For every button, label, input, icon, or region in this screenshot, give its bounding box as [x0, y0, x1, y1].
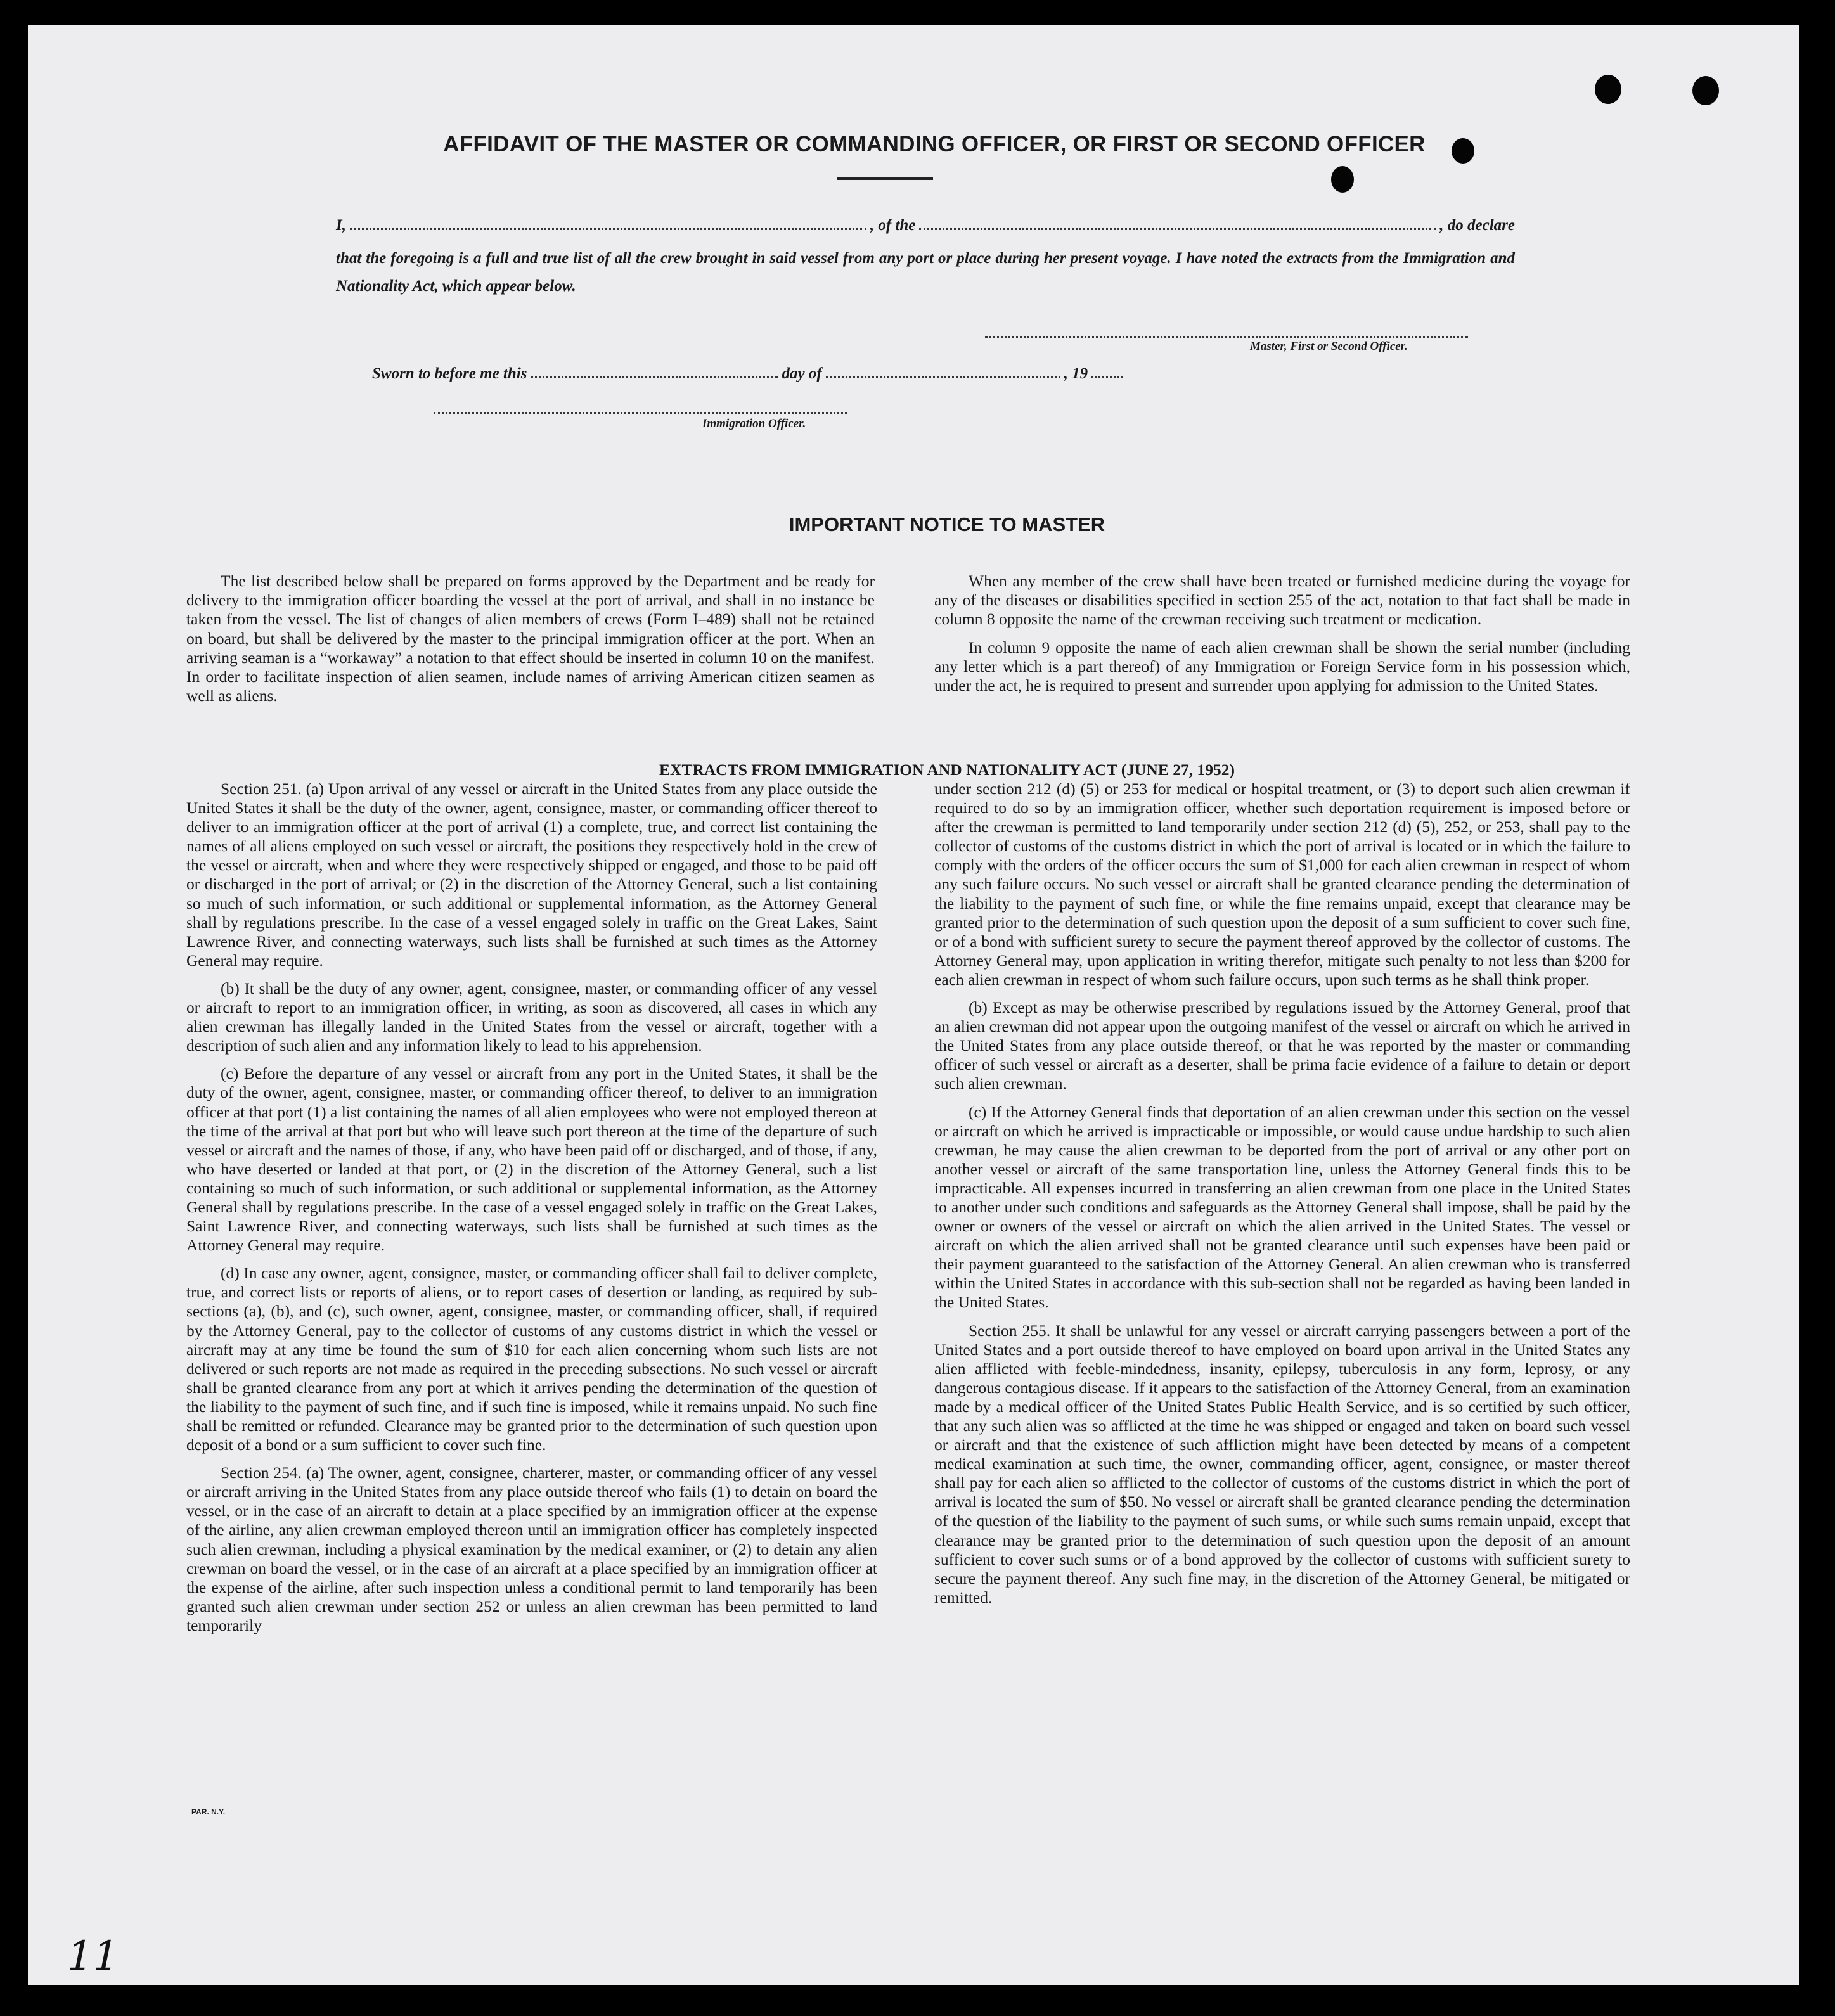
section-254-a-continued: under section 212 (d) (5) or 253 for medical or hospital treatment, or (3) to deport such alien crewman if required to do so by an immigration officer, whether such deportation requirement is imposed before or after the crewman is permitted to land temporarily under section 212 (d) (5), 252, or 253, shall pay to the collector of customs of the customs district in which the port of arrival is located or in which the failure to comply with the orders of the officer occurs the sum of $1,000 for each alien crewman in respect of whom any such failure occurs. No such vessel or aircraft shall be granted clearance pending the determination of the liability to the payment of such fine, or while the fine remains unpaid, except that clearance may be granted prior to the determination of such question upon the deposit of a sum sufficient to cover such fine, or of a bond with sufficient surety to secure the payment thereof approved by the collector of customs. The Attorney General may, upon application in writing therefor, mitigate such penalty to not less than $200 for each alien crewman in respect of whom such failure occurs, upon such terms as he shall think proper. — [934, 780, 1630, 989]
extracts-left-column — [186, 780, 877, 1644]
master-signature-label: Master, First or Second Officer. — [1250, 340, 1408, 353]
officer-signature-line[interactable] — [434, 412, 847, 414]
section-254-b: (b) Except as may be otherwise prescribed by regulations issued by the Attorney General, proof that an alien crewman did not appear upon the outgoing manifest of the vessel or aircraft on which he arrived in the United States from any place outside thereof, or that he was reported by the master or commanding officer of such vessel or aircraft as a deserter, shall be prima facie evidence of a failure to detain or deport such alien crewman. — [934, 998, 1630, 1093]
officer-signature-label: Immigration Officer. — [702, 417, 806, 430]
sworn-label: Sworn to before me this — [372, 365, 527, 382]
sworn-year-field[interactable] — [1091, 363, 1123, 378]
section-251-b: (b) It shall be the duty of any owner, agent, consignee, master, or commanding officer of any vessel or aircraft to report to an immigration officer, in writing, as soon as discovered, all cases in which any alien crewman has illegally landed in the United States from the vessel or aircraft, together with a description of such alien and any information likely to lead to his apprehension. — [186, 979, 877, 1055]
punch-hole — [1595, 75, 1621, 104]
section-254-c: (c) If the Attorney General finds that deportation of an alien crewman under this section on the vessel or aircraft on which he arrived is impracticable or impossible, or would cause undue hardship to such alien crewman, he may cause the alien crewman to be deported from the port of arrival or any other port on another vessel or aircraft of the same transportation line, unless the Attorney General finds this to be impracticable. All expenses incurred in transferring an alien crewman from one place in the United States to another under such conditions and safeguards as the Attorney General shall impose, shall be paid by the owner or owners of the vessel or aircraft on which the alien arrived in the United States. The vessel or aircraft on which the alien arrived shall not be granted clearance until such expenses have been paid or their payment guaranteed to the satisfaction of the Attorney General. An alien crewman who is transferred within the United States in accordance with this sub-section shall not be regarded as having been landed in the United States. — [934, 1102, 1630, 1312]
affidavit-statement: that the foregoing is a full and true list of all the crew brought in said vessel from any port or place during her present voyage. I have noted the extracts from the Immigration and Nationality Act, which appear below. — [336, 250, 1515, 295]
notice-right-paragraph-1: When any member of the crew shall have been treated or furnished medicine during the voyage for any of the diseases or disabilities specified in section 255 of the act, notation to that fact shall be made in column 8 opposite the name of the crewman receiving such treatment or medication. — [934, 572, 1630, 629]
notice-title: IMPORTANT NOTICE TO MASTER — [789, 513, 1105, 536]
affidavit-title: AFFIDAVIT OF THE MASTER OR COMMANDING OFFICER, OR FIRST OR SECOND OFFICER — [443, 132, 1426, 157]
printer-mark: PAR. N.Y. — [191, 1807, 226, 1816]
punch-hole — [1331, 166, 1354, 193]
sworn-month-field[interactable] — [826, 363, 1060, 378]
extracts-title: EXTRACTS FROM IMMIGRATION AND NATIONALITY ACT (JUNE 27, 1952) — [659, 761, 1235, 779]
title-rule — [837, 177, 933, 180]
notice-left-paragraph: The list described below shall be prepared on forms approved by the Department and be ready for delivery to the immigration officer boarding the vessel at the port of arrival, and shall in no instance be taken from the vessel. The list of changes of alien members of crews (Form I–489) shall not be retained on board, but shall be delivered by the master to the principal immigration officer at the port. When an arriving seaman is a “workaway” a notation to that effect should be inserted in column 10 on the manifest. In order to facilitate inspection of alien seamen, include names of arriving American citizen seamen as well as aliens. — [186, 572, 875, 705]
punch-hole — [1692, 76, 1719, 105]
section-251-a: Section 251. (a) Upon arrival of any vessel or aircraft in the United States from any place outside the United States it shall be the duty of the owner, agent, consignee, master, or commanding officer thereof to deliver to an immigration officer at the port of arrival (1) a complete, true, and correct list containing the names of all aliens employed on such vessel or aircraft, the positions they respectively hold in the crew of the vessel or aircraft, when and where they were respectively shipped or engaged, and those to be paid off or discharged in the port of arrival; or (2) in the discretion of the Attorney General, such a list containing so much of such information, or such additional or supplemental information, as the Attorney General shall by regulations prescribe. In the case of a vessel engaged solely in traffic on the Great Lakes, Saint Lawrence River, and connecting waterways, such lists shall be furnished at such times as the Attorney General may require. — [186, 780, 877, 970]
master-signature-line[interactable] — [985, 336, 1468, 338]
vessel-name-field[interactable] — [919, 214, 1436, 230]
of-the-label: , of the — [870, 217, 916, 234]
section-251-c: (c) Before the departure of any vessel or aircraft from any port in the United States, it shall be the duty of the owner, agent, consignee, master, or commanding officer thereof, to deliver to an immigration officer at that port (1) a list containing the names of all alien employees who were not employed thereon at the time of the arrival at that port but who will leave such port thereon at the time of the departure of such vessel or aircraft and the names of those, if any, who have been paid off or discharged, and of those, if any, who have deserted or landed at that port, or (2) in the discretion of the Attorney General, such a list containing so much of such information, or such additional or supplemental information, as the Attorney General shall by regulations prescribe. In the case of a vessel engaged solely in traffic on the Great Lakes, Saint Lawrence River, and connecting waterways, such lists shall be furnished at such times as the Attorney General may require. — [186, 1064, 877, 1255]
year-label: , 19 — [1064, 365, 1088, 382]
sworn-line — [372, 363, 1259, 383]
extracts-right-column — [934, 780, 1630, 1616]
section-255: Section 255. It shall be unlawful for any vessel or aircraft carrying passengers between a port of the United States and a port outside thereof to have employed on board upon arrival in the United States any alien afflicted with feeble-mindedness, insanity, epilepsy, tuberculosis in any form, leprosy, or any dangerous contagious disease. If it appears to the satisfaction of the Attorney General, from an examination made by a medical officer of the United States Public Health Service, and is so certified by such officer, that any such alien was so afflicted at the time he was shipped or engaged and taken on board such vessel or aircraft and that the existence of such affliction might have been detected by means of a competent medical examination at such time, the owner, commanding officer, agent, consignee, or master thereof shall pay for each alien so afflicted to the collector of customs of the customs district in which the port of arrival is located the sum of $50. No vessel or aircraft shall be granted clearance pending the determination of the question of the liability to the payment of such sums, or while such sums remain unpaid, except that clearance may be granted prior to the determination of such question upon the deposit of an amount sufficient to cover such sums or of a bond approved by the collector of customs with sufficient surety to secure the payment thereof. Any such fine may, in the discretion of the Attorney General, be mitigated or remitted. — [934, 1321, 1630, 1607]
declaration-line — [336, 214, 1515, 240]
section-254-a: Section 254. (a) The owner, agent, consignee, charterer, master, or commanding officer of any vessel or aircraft arriving in the United States from any place outside thereof who fails (1) to detain on board the vessel, or in the case of an aircraft to detain at a place specified by an immigration officer at the expense of the airline, any alien crewman employed thereon until an immigration officer has completely inspected such alien crewman, including a physical examination by the medical examiner, or (2) to detain any alien crewman on board the vessel, or in the case of an aircraft at a place specified by an immigration officer at the expense of the airline, after such inspection unless a conditional permit to land temporarily has been granted such alien crewman under section 252 or unless an alien crewman has been permitted to land temporarily — [186, 1463, 877, 1634]
sworn-day-field[interactable] — [531, 363, 778, 378]
declarant-label: I, — [336, 217, 346, 234]
section-251-d: (d) In case any owner, agent, consignee, master, or commanding officer shall fail to deliver complete, true, and correct lists or reports of aliens, or to report cases of desertion or landing, as required by sub-sections (a), (b), and (c), such owner, agent, consignee, master, or commanding officer, shall, if required by the Attorney General, pay to the collector of customs of any customs district in which the vessel or aircraft may at any time be found the sum of $10 for each alien concerning whom such lists are not delivered or such reports are not made as required in the preceding subsections. No such vessel or aircraft shall be granted clearance from any port at which it arrives pending the determination of the question of the liability to the payment of such fine, and if such fine is imposed, while it remains unpaid. No such fine shall be remitted or refunded. Clearance may be granted prior to the determination of such question upon deposit of a bond or a sum sufficient to cover such fine. — [186, 1264, 877, 1454]
notice-right-paragraph-2: In column 9 opposite the name of each alien crewman shall be shown the serial number (including any letter which is a part thereof) of any Immigration or Foreign Service form in his possession which, under the act, he is required to present and surrender upon applying for admission to the United States. — [934, 638, 1630, 695]
do-declare-label: , do declare — [1439, 217, 1516, 234]
document-sheet — [28, 25, 1799, 1985]
declarant-name-field[interactable] — [350, 214, 866, 230]
handwritten-page-number: 11 — [67, 1933, 119, 1980]
notice-right-column — [934, 572, 1630, 704]
day-of-label: day of — [782, 365, 822, 382]
notice-left-column — [186, 572, 875, 714]
